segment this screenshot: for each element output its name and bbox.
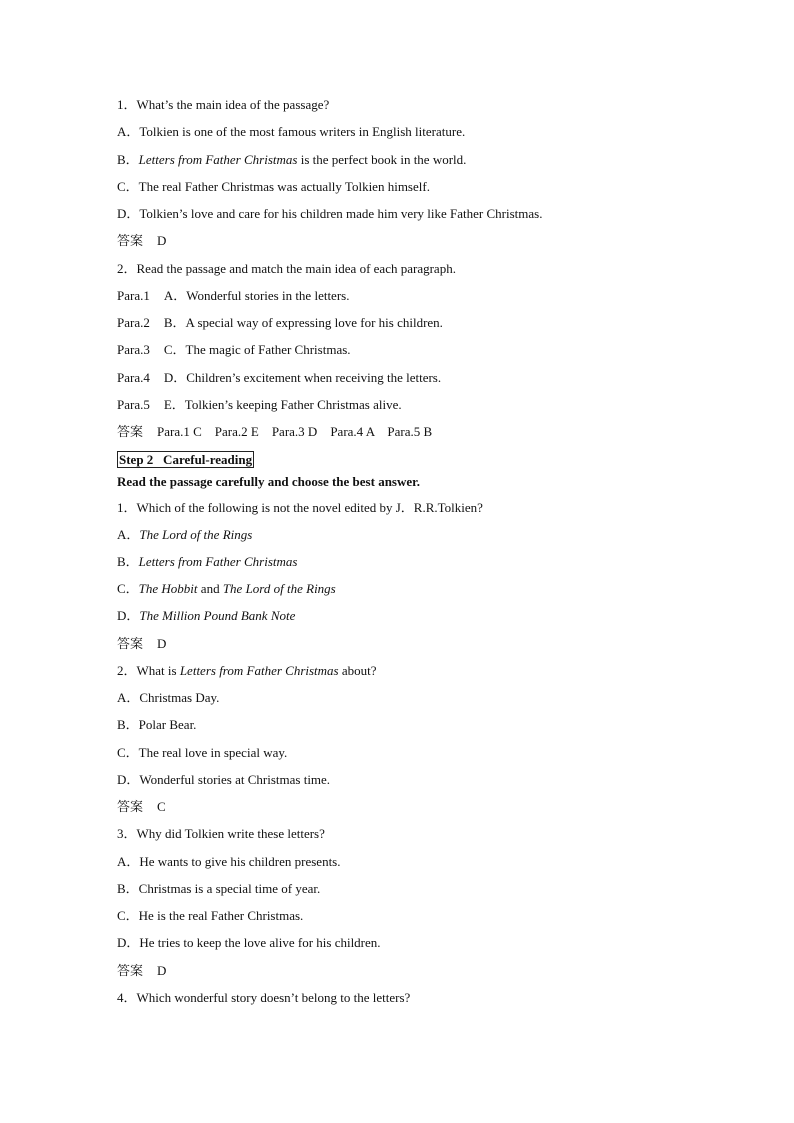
section-instruction: Read the passage carefully and choose the best answer. [117, 474, 420, 489]
q2-row-para3: Para.3 C．The magic of Father Christmas. [117, 342, 351, 357]
q2-answer: 答案 Para.1 C Para.2 E Para.3 D Para.4 A Para.5 B [117, 424, 433, 439]
q1-option-d: D．Tolkien’s love and care for his children made him very like Father Christmas. [117, 206, 543, 221]
s2-q2-option-b: B．Polar Bear. [117, 717, 197, 732]
s2-q3-option-b: B．Christmas is a special time of year. [117, 881, 321, 896]
q1-option-b: B．Letters from Father Christmas is the perfect book in the world. [117, 152, 467, 167]
s2-q1-option-a: A．The Lord of the Rings [117, 527, 253, 542]
s2-q1-answer: 答案 D [117, 636, 167, 651]
s2-question-2-text: 2．What is Letters from Father Christmas about? [117, 663, 377, 678]
q1-answer: 答案 D [117, 233, 167, 248]
s2-q2-option-d: D．Wonderful stories at Christmas time. [117, 772, 331, 787]
s2-q2-option-a: A．Christmas Day. [117, 690, 220, 705]
q2-row-para2: Para.2 B．A special way of expressing love for his children. [117, 315, 443, 330]
s2-q1-option-c: C．The Hobbit and The Lord of the Rings [117, 581, 336, 596]
s2-q3-option-a: A．He wants to give his children presents. [117, 854, 341, 869]
s2-q3-option-d: D．He tries to keep the love alive for his children. [117, 935, 381, 950]
q2-row-para5: Para.5 E．Tolkien’s keeping Father Christmas alive. [117, 397, 402, 412]
s2-question-1-text: 1．Which of the following is not the novel edited by J．R.R.Tolkien? [117, 500, 483, 515]
s2-q3-answer: 答案 D [117, 963, 167, 978]
question-2-text: 2．Read the passage and match the main idea of each paragraph. [117, 261, 456, 276]
s2-q2-option-c: C．The real love in special way. [117, 745, 288, 760]
q1-option-a: A．Tolkien is one of the most famous writers in English literature. [117, 124, 466, 139]
s2-q1-option-b: B．Letters from Father Christmas [117, 554, 298, 569]
s2-q2-answer: 答案 C [117, 799, 166, 814]
q1-option-c: C．The real Father Christmas was actually Tolkien himself. [117, 179, 430, 194]
s2-q1-option-d: D．The Million Pound Bank Note [117, 608, 296, 623]
section-heading: Step 2 Careful-reading [119, 452, 253, 467]
question-1-text: 1．What’s the main idea of the passage? [117, 97, 330, 112]
s2-question-3-text: 3．Why did Tolkien write these letters? [117, 826, 325, 841]
s2-question-4-text: 4．Which wonderful story doesn’t belong to the letters? [117, 990, 411, 1005]
s2-q3-option-c: C．He is the real Father Christmas. [117, 908, 304, 923]
q2-row-para1: Para.1 A．Wonderful stories in the letters. [117, 288, 350, 303]
q2-row-para4: Para.4 D．Children’s excitement when receiving the letters. [117, 370, 442, 385]
